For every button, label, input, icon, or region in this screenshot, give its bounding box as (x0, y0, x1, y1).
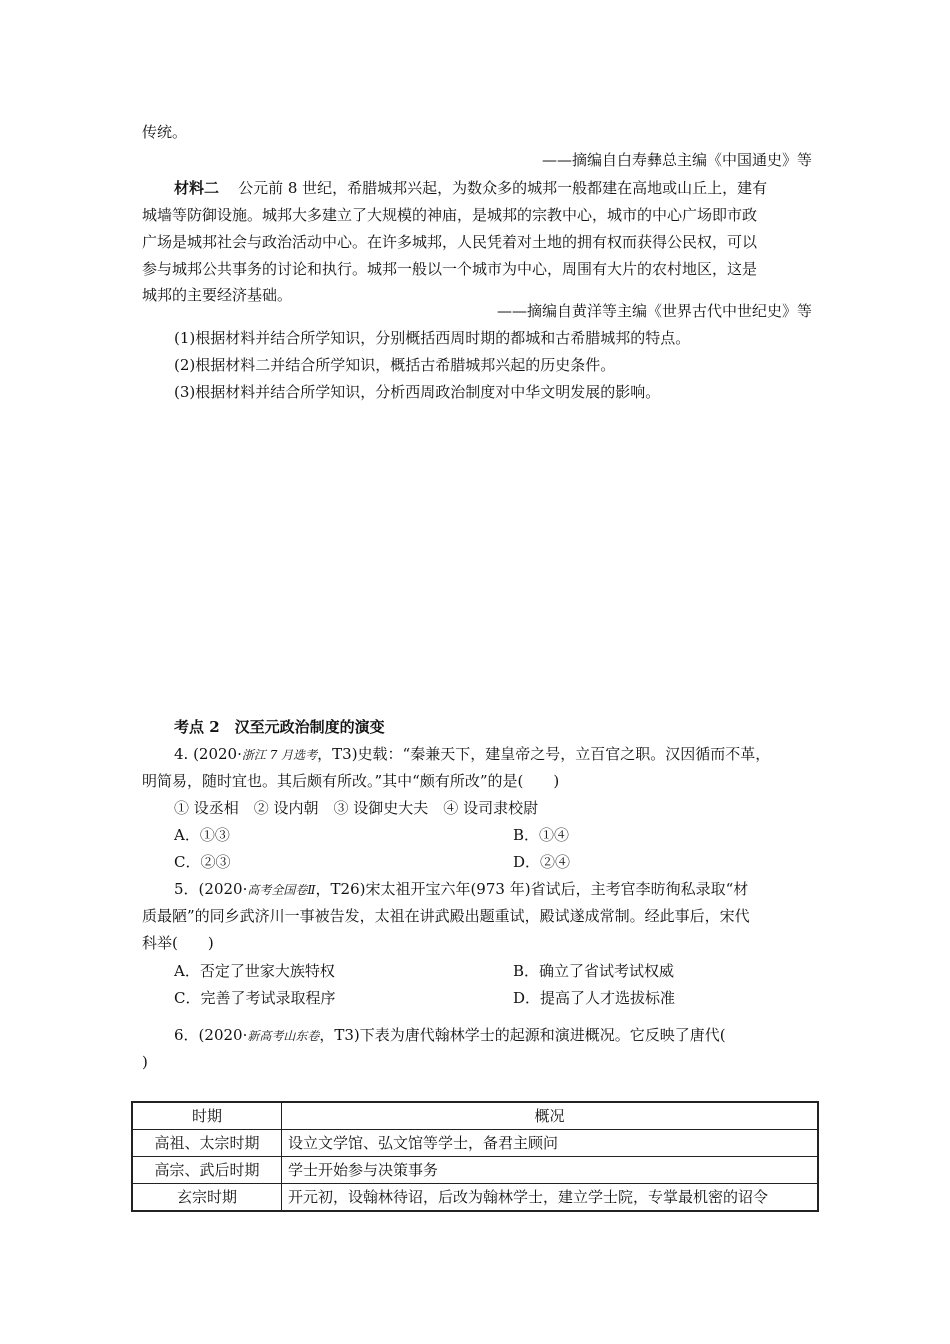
table-row (132, 1130, 818, 1157)
q5-line-2: 质最陋”的同乡武济川一事被告发，太祖在讲武殿出题重试，殿试遂成常制。经此事后，宋代 (142, 907, 750, 925)
material2-label: 材料二 (174, 179, 220, 197)
question-part-1: (1)根据材料并结合所学知识，分别概括西周时期的都城和古希腊城邦的特点。 (174, 329, 691, 347)
q5-line-1 (174, 879, 748, 900)
q6-line-2: ) (142, 1053, 148, 1071)
q6-source: 新高考山东卷 (247, 1029, 320, 1043)
table-cell-period: 高祖、太宗时期 (132, 1130, 282, 1157)
table-header-overview: 概况 (282, 1102, 819, 1130)
material1-source: ——摘编自白寿彝总主编《中国通史》等 (541, 151, 812, 169)
material2-line-2: 城墙等防御设施。城邦大多建立了大规模的神庙，是城邦的宗教中心，城市的中心广场即市政 (142, 206, 758, 224)
q6-prefix: 6．(2020· (174, 1026, 248, 1044)
table-header-row (132, 1102, 818, 1130)
q4-stem: ，T3)史载：“秦兼天下，建皇帝之号，立百官之职。汉因循而不革， (317, 745, 771, 763)
q4-line-1 (174, 744, 770, 765)
q4-items: ① 设丞相 ② 设内朝 ③ 设御史大夫 ④ 设司隶校尉 (174, 799, 539, 817)
material2-line-1 (174, 178, 767, 198)
material2-line-3: 广场是城邦社会与政治活动中心。在许多城邦，人民凭着对土地的拥有权而获得公民权，可以 (142, 233, 758, 251)
section-title: 考点 2 汉至元政治制度的演变 (174, 718, 385, 736)
material2-line-4: 参与城邦公共事务的讨论和执行。城邦一般以一个城市为中心，周围有大片的农村地区，这是 (142, 260, 758, 278)
q6-stem: ，T3)下表为唐代翰林学士的起源和演进概况。它反映了唐代( (319, 1026, 726, 1044)
q5-option-d: D．提高了人才选拔标准 (513, 989, 676, 1007)
table-row (132, 1157, 818, 1184)
table-cell-overview: 开元初，设翰林待诏，后改为翰林学士，建立学士院，专掌最机密的诏令 (282, 1184, 819, 1212)
q4-option-d: D．②④ (513, 853, 571, 871)
material2-text-1: 公元前 8 世纪，希腊城邦兴起，为数众多的城邦一般都建在高地或山丘上，建有 (238, 179, 768, 197)
material1-tail: 传统。 (142, 123, 188, 141)
q4-prefix: 4. (2020· (174, 745, 242, 763)
q4-option-b: B．①④ (513, 826, 570, 844)
table-header-period: 时期 (132, 1102, 282, 1130)
table-cell-period: 高宗、武后时期 (132, 1157, 282, 1184)
q5-line-3: 科举( ) (142, 934, 214, 952)
table-cell-overview: 设立文学馆、弘文馆等学士，备君主顾问 (282, 1130, 819, 1157)
q6-line-1 (174, 1025, 726, 1046)
q4-source: 浙江 7 月选考 (241, 748, 318, 762)
q5-prefix: 5．(2020· (174, 880, 248, 898)
question-part-3: (3)根据材料并结合所学知识，分析西周政治制度对中华文明发展的影响。 (174, 383, 661, 401)
tang-hanlin-table (131, 1101, 819, 1212)
q4-line-2: 明简易，随时宜也。其后颇有所改。”其中“颇有所改”的是( ) (142, 772, 560, 790)
material2-source: ——摘编自黄洋等主编《世界古代中世纪史》等 (496, 302, 812, 320)
table-row (132, 1184, 818, 1212)
q4-option-a: A．①③ (174, 826, 230, 844)
q4-option-c: C．②③ (174, 853, 231, 871)
table-cell-period: 玄宗时期 (132, 1184, 282, 1212)
table-cell-overview: 学士开始参与决策事务 (282, 1157, 819, 1184)
question-part-2: (2)根据材料二并结合所学知识，概括古希腊城邦兴起的历史条件。 (174, 356, 616, 374)
material2-line-5: 城邦的主要经济基础。 (142, 286, 293, 304)
q5-option-b: B．确立了省试考试权威 (513, 962, 675, 980)
q5-option-c: C．完善了考试录取程序 (174, 989, 336, 1007)
q5-option-a: A．否定了世家大族特权 (174, 962, 335, 980)
q5-stem: ，T26)宋太祖开宝六年(973 年)省试后，主考官李昉徇私录取“材 (315, 880, 749, 898)
q5-source: 高考全国卷Ⅱ (247, 883, 316, 897)
